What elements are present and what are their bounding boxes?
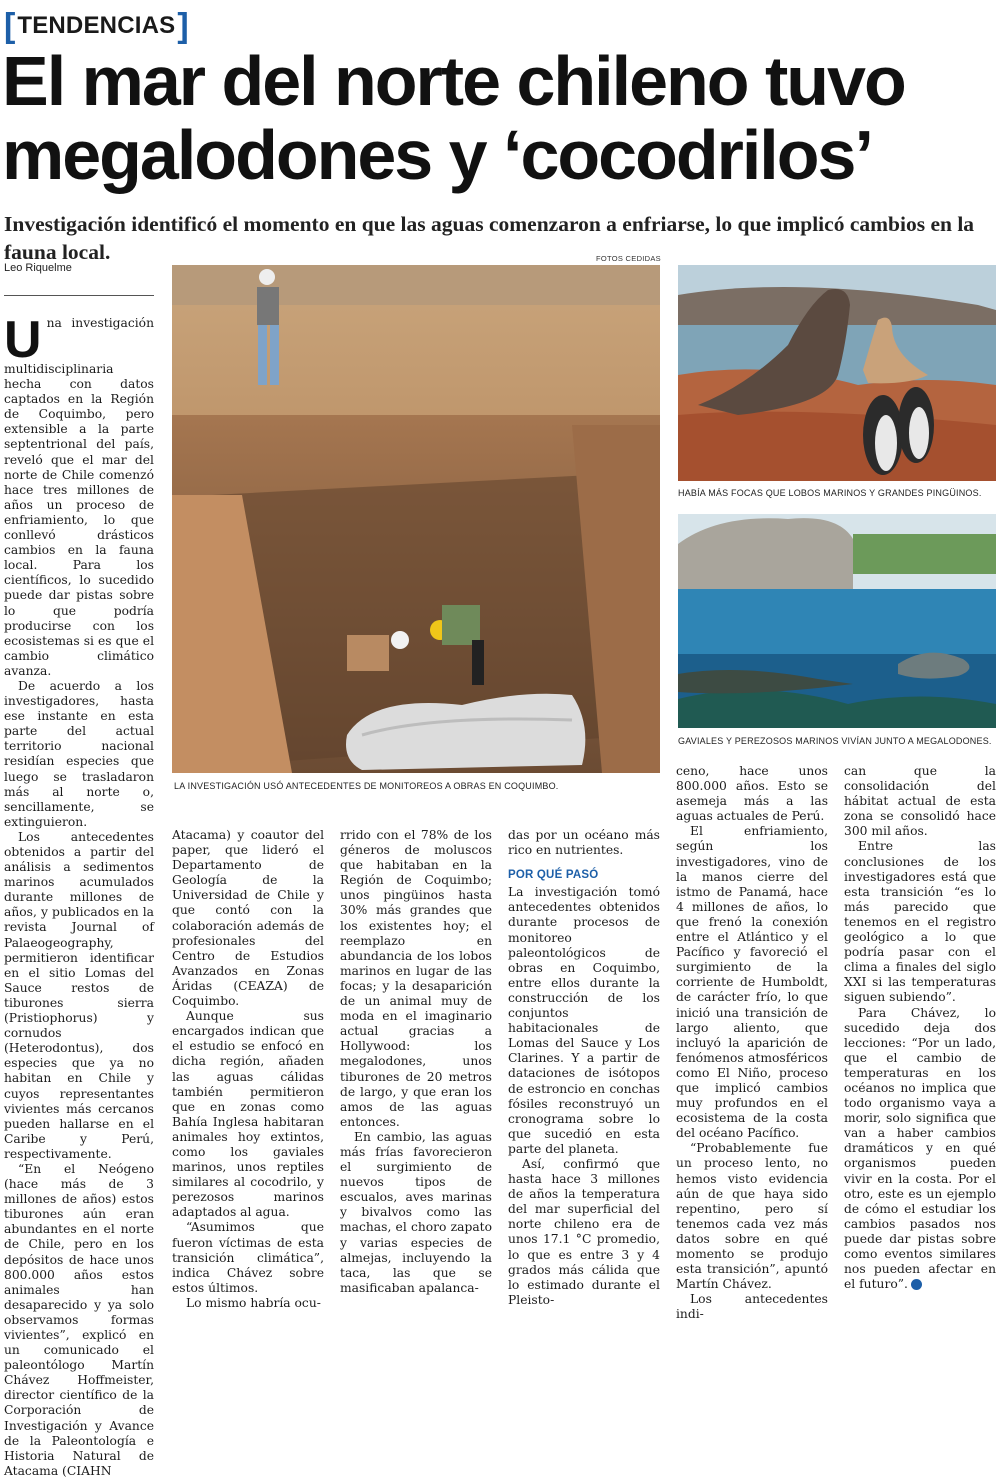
bracket-right: ] xyxy=(177,7,189,45)
main-photo-caption: LA INVESTIGACIÓN USÓ ANTECEDENTES DE MONITOREOS A OBRAS EN COQUIMBO. xyxy=(174,781,559,791)
byline: Leo Riquelme xyxy=(4,262,72,274)
bracket-left: [ xyxy=(4,7,16,45)
byline-divider xyxy=(4,295,154,296)
article-column-2 xyxy=(172,828,324,1311)
paragraph: Para Chávez, lo sucedido deja dos lecciones: “Por un lado, que el cambio de temperaturas en los océanos no implica que todo organismo vaya a morir, solo significa que van a haber cambios dramáticos y en qué organismos pueden vivir en la costa. Por el otro, este es un ejemplo de cómo el estudiar los cambios pasados nos puede dar pistas sobre como eventos similares nos pueden afectar en el futuro”. ✪ xyxy=(844,1005,996,1292)
article-column-3 xyxy=(340,828,492,1296)
paragraph: das por un océano más rico en nutrientes. xyxy=(508,828,660,858)
underwater-photo xyxy=(678,514,996,728)
top-right-photo-caption: HABÍA MÁS FOCAS QUE LOBOS MARINOS Y GRANDES PINGÜINOS. xyxy=(678,488,982,498)
paragraph: Los antecedentes indi- xyxy=(676,1292,828,1322)
paragraph: rrido con el 78% de los géneros de moluscos que habitaban en la Región de Coquimbo; unos pingüinos hasta 30% más grandes que los existentes hoy; el reemplazo en abundancia de los lobos marinos en lugar de las focas; y la desaparición de un animal muy de moda en el imaginario actual gracias a Hollywood: los megalodones, unos tiburones de 20 metros de largo, y que eran los amos de las aguas entonces. xyxy=(340,828,492,1129)
subheadline: Investigación identificó el momento en que las aguas comenzaron a enfriarse, lo que implicó cambios en la fauna local. xyxy=(4,212,975,264)
article-column-5 xyxy=(676,764,828,1322)
paragraph: “Asumimos que fueron víctimas de esta transición climática”, indica Chávez sobre estos últimos. xyxy=(172,1220,324,1295)
paragraph: Entre las conclusiones de los investigadores está que esta transición “es lo más parecido que tenemos en el registro geológico a lo que podría pasar con el clima a finales del siglo XXI si las temperaturas siguen subiendo”. xyxy=(844,839,996,1005)
paragraph: can que la consolidación del hábitat actual de esta zona se consolidó hace 300 mil años. xyxy=(844,764,996,839)
bottom-right-photo-caption: GAVIALES Y PEREZOSOS MARINOS VIVÍAN JUNTO A MEGALODONES. xyxy=(678,736,992,746)
excavation-photo xyxy=(172,265,660,773)
paragraph: “Probablemente fue un proceso lento, no hemos visto evidencia aún de que haya sido repentino, pero sí tenemos cada vez más datos sobre en qué momento se produjo esta transición”, apuntó Martín Chávez. xyxy=(676,1141,828,1292)
article-column-4 xyxy=(508,828,660,1308)
end-mark-icon: ✪ xyxy=(911,1279,922,1290)
paragraph: Lo mismo habría ocu- xyxy=(186,1295,321,1310)
paragraph: ceno, hace unos 800.000 años. Esto se asemeja más a las aguas actuales de Perú. xyxy=(676,764,828,824)
section-tag-label: TENDENCIAS xyxy=(17,12,176,39)
section-tag xyxy=(4,8,189,44)
drop-cap: U xyxy=(4,311,42,369)
paragraph: La investigación tomó antecedentes obtenidos durante procesos de monitoreo paleontológicos de obras en Coquimbo, entre ellos durante la construcción de los conjuntos habitacionales de Lomas del Sauce y Los Clarines. Y a partir de dataciones de isótopos de estroncio en conchas fósiles reconstruyó un cronograma sobre lo que sucedió en esta parte del planeta. xyxy=(508,885,660,1156)
paragraph: Atacama) y coautor del paper, que lideró el Departamento de Geología de la Universidad de Chile y que contó con la colaboración además de profesionales del Centro de Estudios Avanzados en Zonas Áridas (CEAZA) de Coquimbo. xyxy=(172,828,324,1009)
paragraph: El enfriamiento, según los investigadores, vino de la manos cierre del istmo de Panamá, hace 4 millones de años, lo que frenó la conexión entre el Atlántico y el Pacífico y favoreció el surgimiento de la corriente de Humboldt, de carácter frío, lo que inició una transición de largo aliento, que incluyó la aparición de fenómenos atmosféricos como El Niño, proceso que implicó cambios muy profundos en el ecosistema de la costa del océano Pacífico. xyxy=(676,824,828,1141)
paragraph: Así, confirmó que hasta hace 3 millones de años la temperatura del mar superficial del norte chileno era de unos 17.1 °C promedio, lo que es entre 3 y 4 grados más cálida que lo estimado durante el Pleisto- xyxy=(508,1156,660,1307)
paragraph: En cambio, las aguas más frías favorecieron el surgimiento de nuevos tipos de escualos, aves marinas y bivalvos como las machas, el choro zapato y varias especies de almejas, incluyendo la taca, las que se masificaban apalanca- xyxy=(340,1129,492,1295)
paragraph: Aunque sus encargados indican que el estudio se enfocó en dicha región, añaden las aguas cálidas también permitieron que en zonas como Bahía Inglesa habitaran animales hoy extintos, como los gaviales marinos, unos reptiles similares al cocodrilo, y perezosos marinos adaptados al agua. xyxy=(172,1009,324,1220)
paragraph: “En el Neógeno (hace más de 3 millones de años) estos tiburones aún eran abundantes en el norte de Chile, pero en los depósitos de hace unos 800.000 años estos animales han desaparecido y ya solo observamos formas vivientes”, explicó en un comunicado el paleontólogo Martín Chávez Hoffmeister, director científico de la Corporación de Investigación y Avance de la Paleontología e Historia Natural de Atacama (CIAHN xyxy=(4,1161,154,1478)
subheading: POR QUÉ PASÓ xyxy=(508,869,599,882)
headline: El mar del norte chileno tuvo megalodones y ‘cocodrilos’ xyxy=(2,42,905,194)
paragraph: De acuerdo a los investigadores, hasta ese instante en esta parte del actual territorio nacional residían especies que luego se trasladaron más al norte o, sencillamente, se extinguieron. xyxy=(4,678,154,829)
photo-credit: FOTOS CEDIDAS xyxy=(595,254,661,263)
seals-penguins-photo xyxy=(678,265,996,481)
paragraph: Los antecedentes obtenidos a partir del análisis a sedimentos marinos acumulados durante millones de años, y publicados en la revista Journal of Palaeogeography, permitieron identificar en el sitio Lomas del Sauce restos de tiburones sierra (Pristiophorus) y cornudos (Heterodontus), dos especies que ya no habitan en Chile y cuyos representantes vivientes más cercanos pueden hallarse en el Caribe y Perú, respectivamente. xyxy=(4,829,154,1161)
article-column-1 xyxy=(4,311,154,1479)
article-column-6 xyxy=(844,764,996,1292)
paragraph: Una investigación multidisciplinaria hecha con datos captados en la Región de Coquimbo, pero extensible a la parte septentrional del país, reveló que el mar del norte de Chile comenzó hace tres millones de años un proceso de enfriamiento, lo que conllevó drásticos cambios en la fauna local. Para los científicos, lo sucedido puede dar pistas sobre lo que podría producirse con los ecosistemas si es que el cambio climático avanza. xyxy=(4,311,154,678)
